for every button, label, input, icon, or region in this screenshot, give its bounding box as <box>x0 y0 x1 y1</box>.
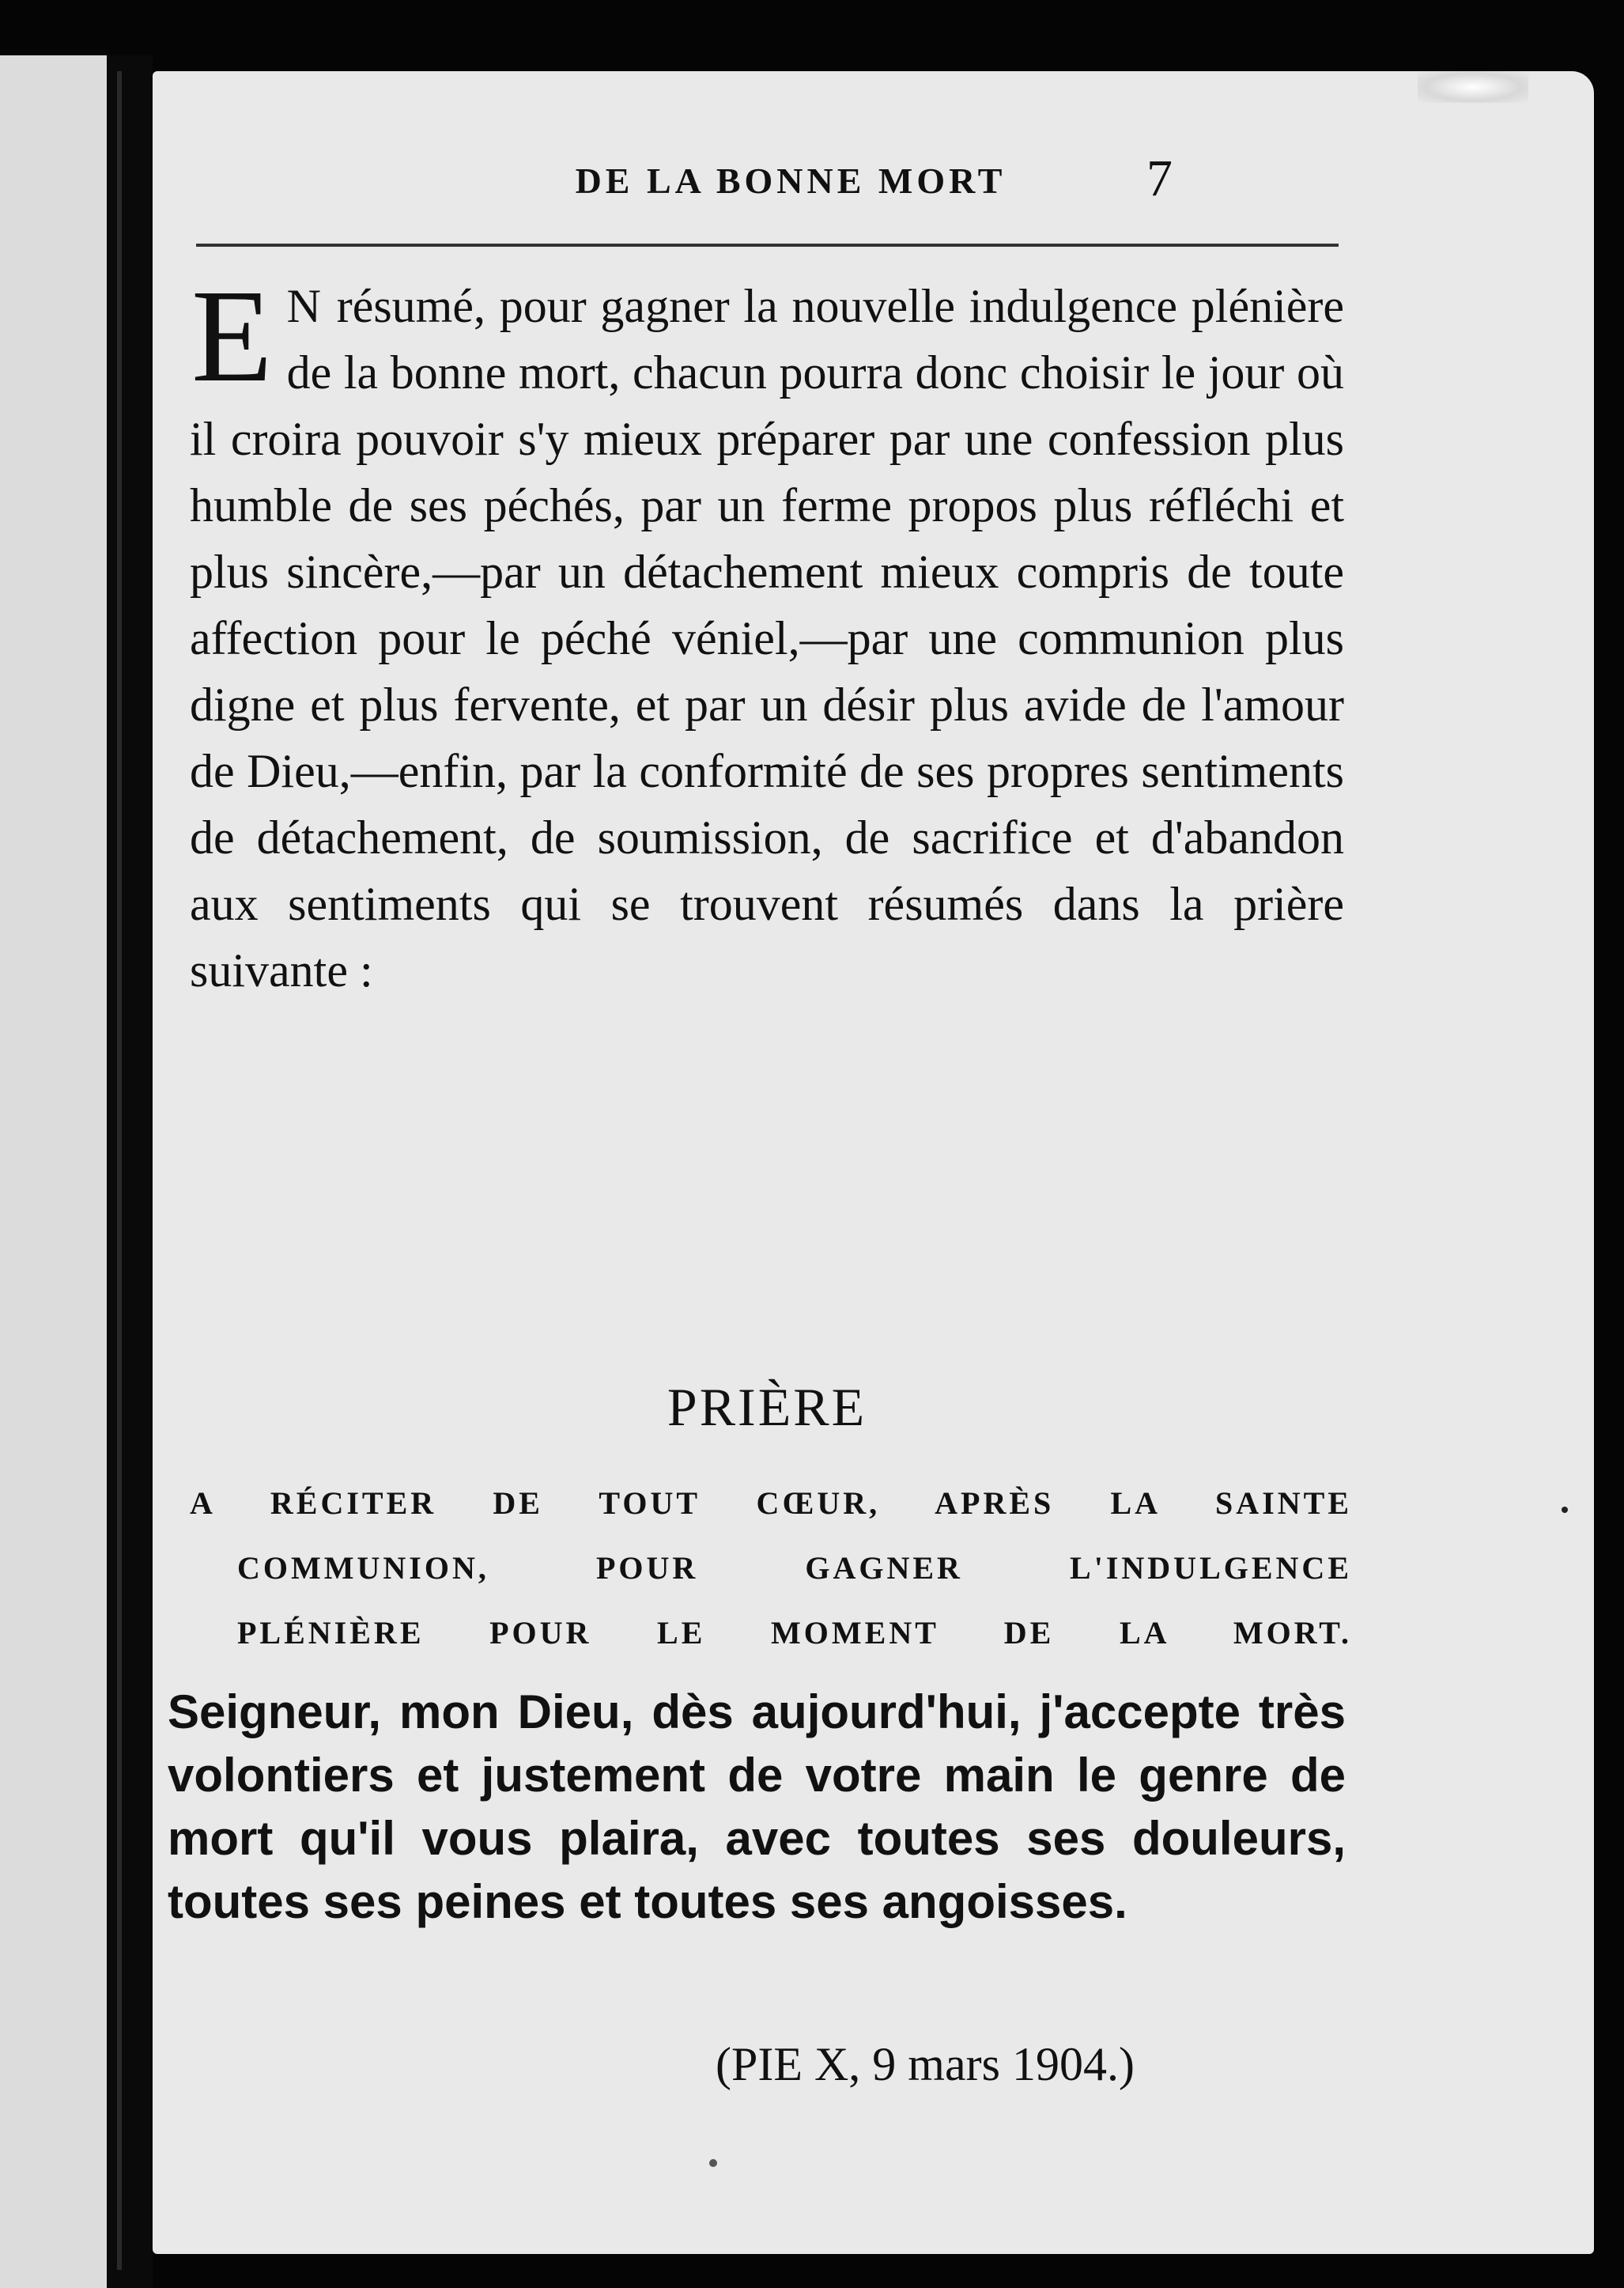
gutter-shadow <box>107 55 153 2288</box>
prayer-subtitle-line: PLÉNIÈRE POUR LE MOMENT DE LA MORT. <box>237 1615 1352 1651</box>
prayer-title: PRIÈRE <box>667 1377 867 1437</box>
running-head: DE LA BONNE MORT <box>575 161 1007 201</box>
spine-line <box>117 71 122 2270</box>
first-word-small-caps: N <box>286 280 323 332</box>
prayer-subtitle-line: A RÉCITER DE TOUT CŒUR, APRÈS LA SAINTE <box>190 1485 1352 1521</box>
prayer-subtitle <box>190 1471 1352 1666</box>
prayer-subtitle-line: COMMUNION, POUR GAGNER L'INDULGENCE <box>237 1550 1352 1586</box>
header-rule <box>196 244 1339 247</box>
drop-cap: E <box>191 263 273 410</box>
scan-speck <box>709 2159 717 2167</box>
body-paragraph <box>190 263 1344 1004</box>
prayer-signature: (PIE X, 9 mars 1904.) <box>716 2038 1135 2090</box>
prayer-text: Seigneur, mon Dieu, dès aujourd'hui, j'accepte très volontiers et justement de votre main le genre de mort qu'il vous plaira, avec toutes ses douleurs, toutes ses peines et toutes ses angoisses. <box>168 1685 1346 1928</box>
page-number: 7 <box>1146 149 1173 207</box>
page-corner-mark <box>1418 71 1528 103</box>
body-text: résumé, pour gagner la nouvelle indulgence plénière de la bonne mort, chacun pourra donc choisir le jour où il croira pouvoir s'y mieux préparer par une confession plus humble de ses péchés, par un ferme propos plus réfléchi et plus sincère,—par un détachement mieux compris de toute affection pour le péché véniel,—par une communion plus digne et plus fervente, et par un désir plus avide de l'amour de Dieu,—enfin, par la conformité de ses propres sentiments de détachement, de soumission, de sacrifice et d'abandon aux sentiments qui se trouvent résumés dans la prière suivante : <box>190 280 1344 997</box>
scan-speck <box>1562 1507 1568 1513</box>
adjacent-page-edge <box>0 55 107 2288</box>
